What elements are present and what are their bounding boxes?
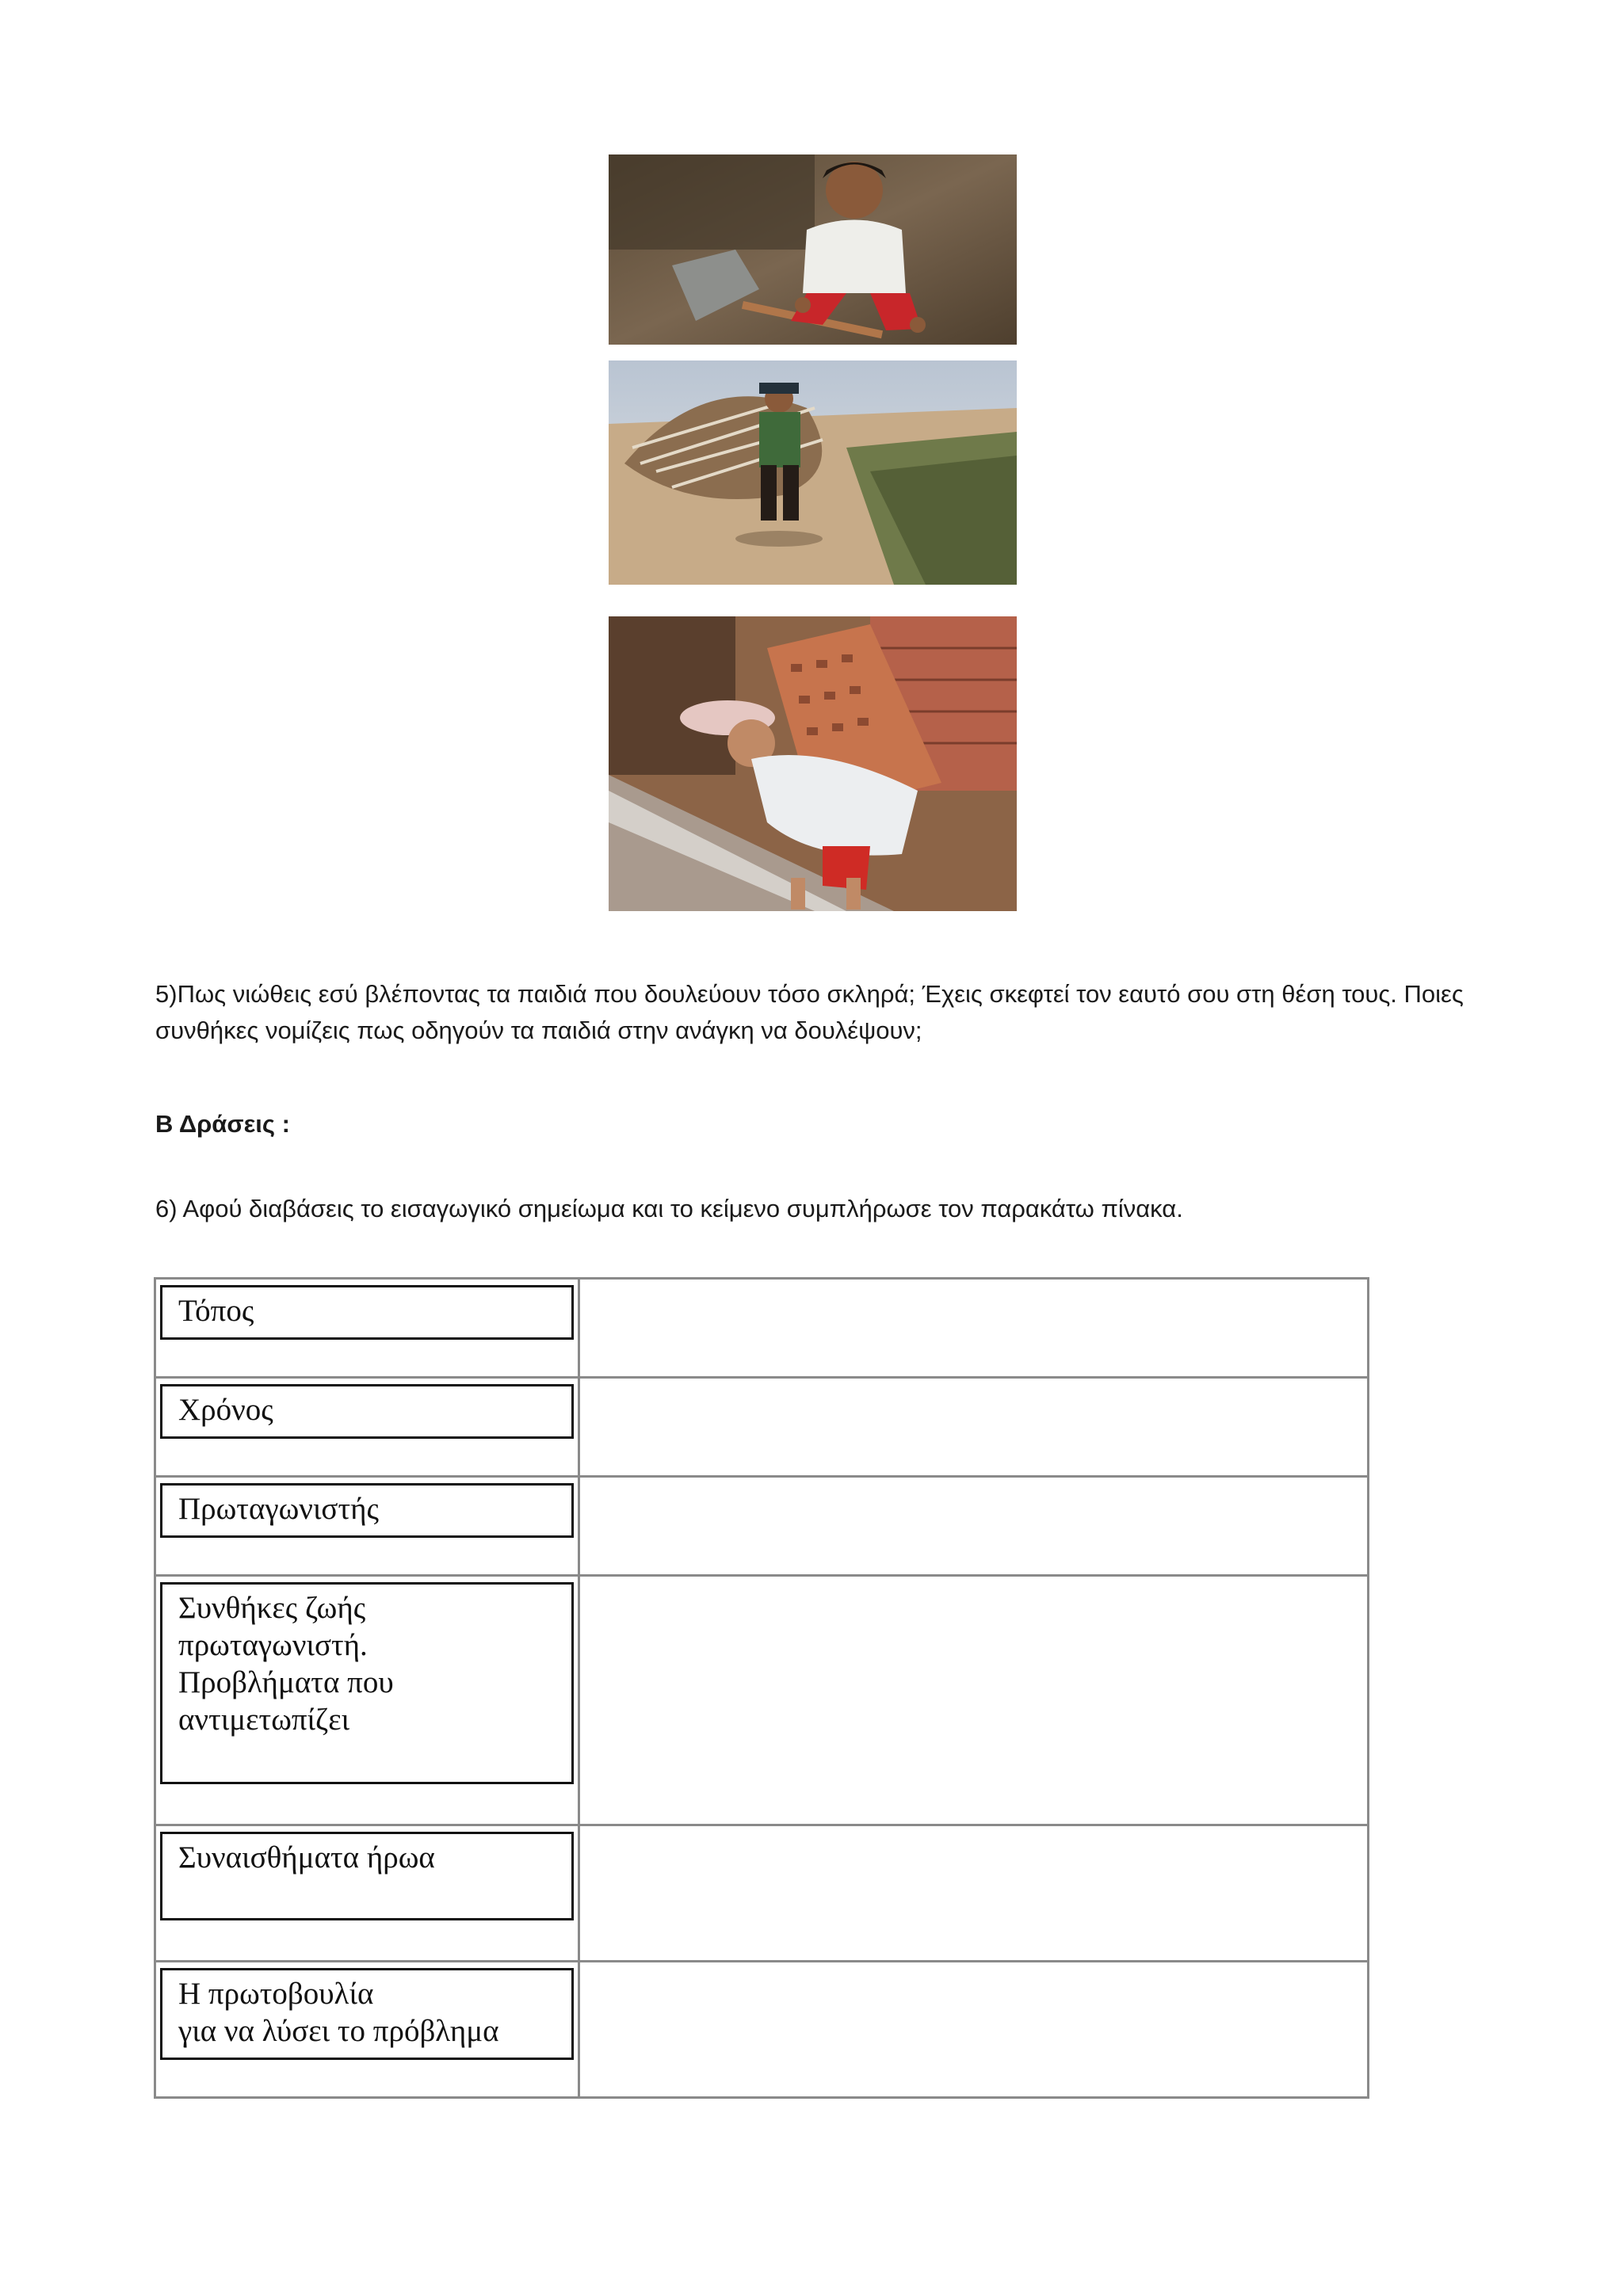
answer-cell[interactable] xyxy=(579,1378,1369,1477)
child-with-shovel-photo xyxy=(609,154,1017,345)
table-row xyxy=(155,1378,1369,1477)
label-cell xyxy=(155,1279,579,1378)
row-label: Συνθήκες ζωής πρωταγωνιστή. Προβλήματα που αντιμετωπίζει xyxy=(160,1582,574,1784)
answer-cell[interactable] xyxy=(579,1576,1369,1825)
section-b-heading: Β Δράσεις : xyxy=(155,1110,290,1138)
question-5-text: 5)Πως νιώθεις εσύ βλέποντας τα παιδιά που δουλεύουν τόσο σκληρά; Έχεις σκεφτεί τον εαυτό σου στη θέση τους. Ποιες συνθήκες νομίζεις πως οδηγούν τα παιδιά στην ανάγκη να δουλέψουν; xyxy=(155,980,1464,1044)
table-row xyxy=(155,1962,1369,2098)
row-label: Η πρωτοβουλία για να λύσει το πρόβλημα xyxy=(160,1968,574,2060)
answer-cell[interactable] xyxy=(579,1962,1369,2098)
answer-cell[interactable] xyxy=(579,1477,1369,1576)
label-cell xyxy=(155,1477,579,1576)
answer-table xyxy=(154,1277,1369,2099)
table-row xyxy=(155,1279,1369,1378)
table-row xyxy=(155,1477,1369,1576)
answer-cell[interactable] xyxy=(579,1825,1369,1962)
label-cell xyxy=(155,1378,579,1477)
child-carrying-bricks-photo xyxy=(609,616,1017,911)
label-cell xyxy=(155,1576,579,1825)
answer-cell[interactable] xyxy=(579,1279,1369,1378)
table-row xyxy=(155,1825,1369,1962)
question-6-text: 6) Αφού διαβάσεις το εισαγωγικό σημείωμα και το κείμενο συμπλήρωσε τον παρακάτω πίνακα. xyxy=(155,1195,1183,1222)
label-cell xyxy=(155,1825,579,1962)
label-cell xyxy=(155,1962,579,2098)
row-label: Πρωταγωνιστής xyxy=(160,1483,574,1538)
row-label: Τόπος xyxy=(160,1285,574,1340)
child-carrying-firewood-photo xyxy=(609,360,1017,585)
table-row xyxy=(155,1576,1369,1825)
row-label: Χρόνος xyxy=(160,1384,574,1439)
row-label: Συναισθήματα ήρωα xyxy=(160,1832,574,1920)
